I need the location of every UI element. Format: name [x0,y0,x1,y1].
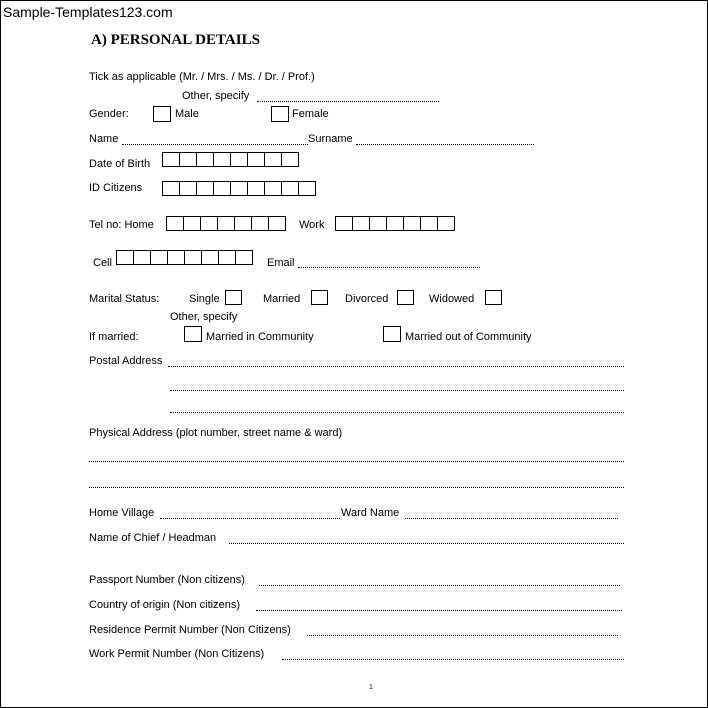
in-community-label: Married in Community [206,331,314,343]
tel-work-grid[interactable] [335,216,455,231]
gender-label: Gender: [89,108,129,120]
country-label: Country of origin (Non citizens) [89,599,241,611]
tel-home-grid[interactable] [166,216,286,231]
dob-label: Date of Birth [89,158,151,170]
tick-label: Tick as applicable (Mr. / Mrs. / Ms. / Dr. / Prof.) [89,71,315,83]
physical-label: Physical Address (plot number, street name & ward) [89,427,343,439]
watermark: Sample-Templates123.com [3,4,173,20]
email-field[interactable] [298,267,480,268]
name-field[interactable] [122,144,308,145]
single-checkbox[interactable] [225,290,242,305]
married-label: Married [263,293,301,305]
home-village-label: Home Village [89,507,155,519]
title-other-field[interactable] [257,101,439,102]
postal-line-2[interactable] [170,390,624,391]
in-community-checkbox[interactable] [184,326,202,342]
if-married-label: If married: [89,331,139,343]
section-title: A) PERSONAL DETAILS [91,32,260,48]
name-label: Name [89,133,119,145]
tel-home-label: Tel no: Home [89,219,154,231]
title-other-label: Other, specify [182,90,250,102]
id-label: ID Citizens [89,182,143,194]
female-label: Female [292,108,329,120]
work-label: Work [299,219,325,231]
surname-field[interactable] [356,144,534,145]
out-community-checkbox[interactable] [383,326,401,342]
divorced-label: Divorced [345,293,389,305]
widowed-label: Widowed [429,293,475,305]
ward-name-field[interactable] [405,518,618,519]
out-community-label: Married out of Community [405,331,532,343]
surname-label: Surname [308,133,353,145]
work-permit-field[interactable] [282,659,624,660]
page-number: 1 [369,684,373,691]
chief-field[interactable] [229,543,624,544]
postal-line-1[interactable] [168,366,624,367]
passport-field[interactable] [259,585,620,586]
single-label: Single [189,293,220,305]
marital-label: Marital Status: [89,293,160,305]
residence-label: Residence Permit Number (Non Citizens) [89,624,291,636]
married-checkbox[interactable] [311,290,328,305]
female-checkbox[interactable] [271,106,289,122]
widowed-checkbox[interactable] [485,290,502,305]
male-label: Male [175,108,199,120]
physical-line-1[interactable] [89,461,624,462]
male-checkbox[interactable] [153,106,171,122]
passport-label: Passport Number (Non citizens) [89,574,245,586]
country-field[interactable] [256,610,622,611]
email-label: Email [267,257,295,269]
postal-line-3[interactable] [170,412,624,413]
chief-label: Name of Chief / Headman [89,532,217,544]
residence-field[interactable] [307,635,618,636]
work-permit-label: Work Permit Number (Non Citizens) [89,648,265,660]
ward-name-label: Ward Name [341,507,400,519]
physical-line-2[interactable] [89,487,624,488]
marital-other-label: Other, specify [170,311,238,323]
divorced-checkbox[interactable] [397,290,414,305]
dob-grid[interactable] [162,152,299,167]
cell-grid[interactable] [116,250,253,265]
postal-label: Postal Address [89,355,163,367]
cell-label: Cell [93,257,112,269]
home-village-field[interactable] [160,518,340,519]
id-grid[interactable] [162,181,316,196]
